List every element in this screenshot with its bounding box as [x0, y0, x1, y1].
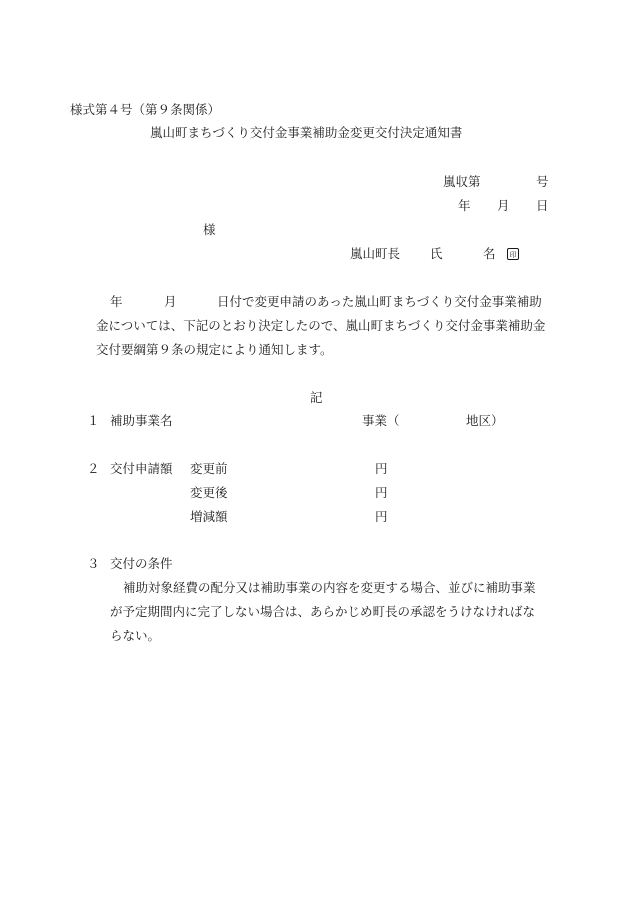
- body-year: 年: [110, 294, 123, 309]
- item2-row-unit: 円: [375, 461, 388, 476]
- body-line2: 金については、下記のとおり決定したので、嵐山町まちづくり交付金事業補助金: [96, 318, 546, 333]
- form-label: 様式第４号（第９条関係）: [70, 102, 221, 117]
- item3-text-line1: 補助対象経費の配分又は補助事業の内容を変更する場合、並びに補助事業: [123, 580, 536, 595]
- doc-number-suffix: 号: [536, 174, 549, 189]
- item3-number: ３: [87, 556, 100, 571]
- item1-district: 地区）: [466, 413, 504, 428]
- item3-text-line2: が予定期間内に完了しない場合は、あらかじめ町長の承認をうけなければな: [110, 604, 536, 619]
- item2-number: ２: [87, 461, 100, 476]
- date-month: 月: [497, 198, 510, 213]
- item2-row-label: 増減額: [190, 509, 228, 524]
- sender-name-part1: 氏: [430, 246, 443, 261]
- body-line1: 日付で変更申請のあった嵐山町まちづくり交付金事業補助: [217, 294, 542, 309]
- body-month: 月: [164, 294, 177, 309]
- doc-number-prefix: 嵐収第: [443, 174, 481, 189]
- record-heading: 記: [310, 390, 323, 405]
- item2-row-label: 変更後: [190, 485, 228, 500]
- sender-title: 嵐山町長: [350, 246, 401, 261]
- document-title: 嵐山町まちづくり交付金事業補助金変更交付決定通知書: [150, 125, 463, 140]
- item3-label: 交付の条件: [110, 556, 173, 571]
- item2-row-label: 変更前: [190, 461, 228, 476]
- item1-label: 補助事業名: [110, 413, 173, 428]
- seal-mark: 印: [507, 247, 519, 260]
- date-day: 日: [536, 198, 549, 213]
- date-year: 年: [458, 198, 471, 213]
- item1-project: 事業（: [362, 413, 400, 428]
- recipient-honorific: 様: [203, 222, 216, 237]
- sender-name-part2: 名: [483, 246, 496, 261]
- item2-row-unit: 円: [375, 485, 388, 500]
- item2-label: 交付申請額: [110, 461, 173, 476]
- item2-row-unit: 円: [375, 509, 388, 524]
- item1-number: １: [87, 413, 100, 428]
- item3-text-line3: らない。: [110, 628, 161, 643]
- body-line3: 交付要綱第９条の規定により通知します。: [96, 342, 333, 357]
